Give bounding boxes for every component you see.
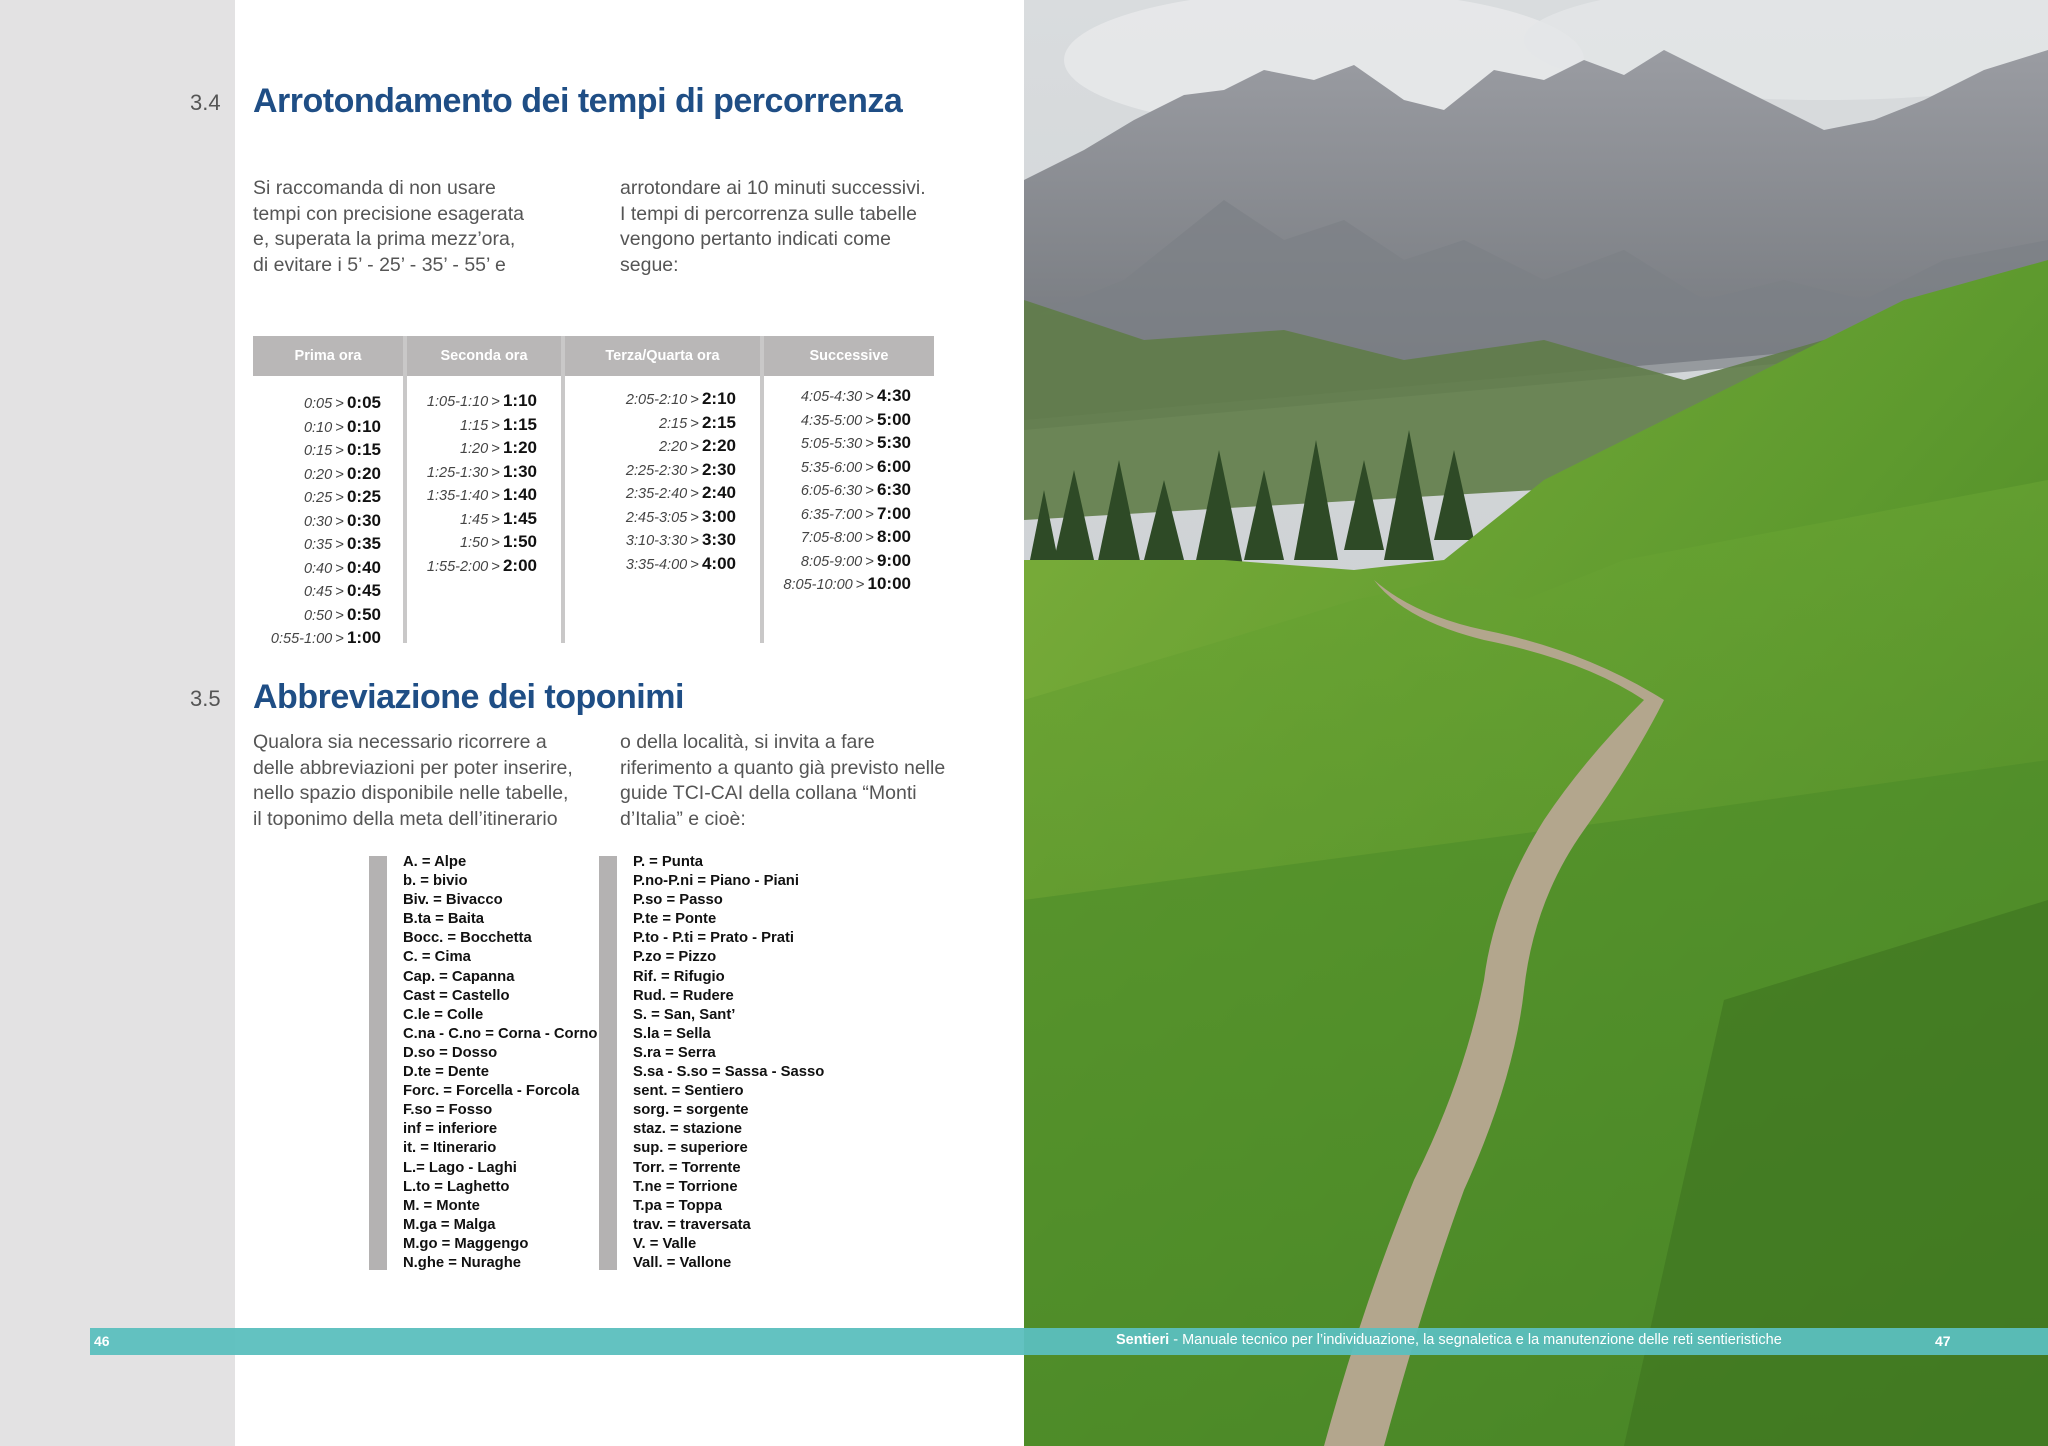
time-range: 0:55-1:00 [270, 631, 333, 647]
arrow-glyph: > [865, 482, 874, 499]
table-row [626, 481, 736, 506]
time-range: 0:30 [303, 513, 333, 530]
arrow-glyph: > [491, 393, 500, 410]
list-item: Rif. = Rifugio [633, 968, 725, 985]
time-range: 1:25-1:30 [426, 464, 489, 481]
list-item: S.ra = Serra [633, 1044, 716, 1061]
arrow-glyph: > [865, 435, 874, 452]
arrow-glyph: > [690, 391, 699, 408]
list-bar [369, 856, 387, 1270]
list-item: P.zo = Pizzo [633, 949, 717, 966]
arrow-glyph: > [335, 395, 344, 412]
time-range: 1:20 [459, 441, 489, 457]
arrow-glyph: > [690, 508, 699, 526]
paragraph-right: arrotondare ai 10 minuti successivi. I tempi di percorrenza sulle tabelle vengono pertanto indicati come segue: [620, 177, 926, 276]
table-row [427, 460, 537, 485]
table-row [460, 436, 537, 461]
table-header-seconda-ora: Seconda ora [407, 336, 561, 376]
rounded-time: 0:40 [346, 557, 381, 577]
table-row [783, 572, 911, 597]
rounded-time: 3:00 [701, 506, 736, 526]
list-item: sorg. = sorgente [633, 1102, 749, 1119]
rounded-time: 1:10 [502, 391, 537, 410]
arrow-glyph: > [690, 485, 699, 502]
list-item: Torr. = Torrente [633, 1159, 741, 1176]
table-header-successive: Successive [764, 336, 934, 376]
list-item: V. = Valle [633, 1235, 697, 1252]
list-item: C.na - C.no = Corna - Corno [403, 1025, 598, 1042]
footer-title-rest: - Manuale tecnico per l’individuazione, la segnaletica e la manutenzione delle reti sentieristiche [1169, 1332, 1782, 1348]
mountain-landscape-photo [1024, 0, 2048, 1446]
table-header-terza-quarta-ora: Terza/Quarta ora [565, 336, 760, 376]
time-range: 8:05-10:00 [783, 577, 853, 593]
time-range: 0:45 [303, 584, 333, 600]
time-range: 1:45 [459, 511, 489, 528]
rounded-time: 0:10 [346, 416, 381, 436]
table-row [801, 408, 911, 433]
time-range: 3:35-4:00 [625, 556, 688, 573]
time-range: 1:50 [459, 535, 489, 551]
list-item: Forc. = Forcella - Forcola [403, 1083, 580, 1100]
abbreviation-list-left [403, 853, 597, 1273]
arrow-glyph: > [491, 416, 500, 434]
rounded-time: 2:15 [701, 412, 736, 432]
arrow-glyph: > [690, 438, 699, 455]
arrow-glyph: > [865, 529, 874, 546]
table-row [626, 552, 736, 577]
arrow-glyph: > [491, 557, 500, 575]
table-row [801, 502, 911, 527]
rounded-time: 10:00 [867, 574, 911, 593]
list-item: Vall. = Vallone [633, 1254, 732, 1271]
arrow-glyph: > [865, 505, 874, 523]
rounded-time: 1:50 [502, 532, 537, 551]
table-row [801, 525, 911, 550]
time-range: 0:10 [303, 419, 333, 436]
table-row [304, 415, 381, 440]
list-item: S.sa - S.so = Sassa - Sasso [633, 1064, 825, 1081]
table-row [304, 509, 381, 534]
table-divider [561, 336, 565, 643]
table-row [304, 485, 381, 510]
table-row [659, 434, 736, 459]
time-range: 3:10-3:30 [625, 533, 688, 549]
list-item: Rud. = Rudere [633, 987, 734, 1004]
rounded-time: 1:30 [502, 461, 537, 481]
rounded-time: 2:20 [701, 436, 736, 455]
list-item: D.te = Dente [403, 1064, 489, 1081]
rounded-time: 2:30 [701, 459, 736, 479]
list-item: it. = Itinerario [403, 1140, 497, 1157]
rounded-time: 1:00 [346, 628, 381, 647]
table-row [460, 507, 537, 532]
section-number: 3.4 [190, 90, 221, 115]
rounded-time: 1:20 [502, 438, 537, 457]
list-item: sent. = Sentiero [633, 1083, 744, 1100]
table-row [801, 431, 911, 456]
time-range: 0:20 [303, 466, 333, 483]
paragraph-left: Qualora sia necessario ricorrere a delle abbreviazioni per poter inserire, nello spazio disponibile nelle tabelle, il toponimo della meta dell’itinerario [253, 731, 573, 830]
list-item: sup. = superiore [633, 1140, 748, 1157]
arrow-glyph: > [491, 463, 500, 481]
list-item: trav. = traversata [633, 1216, 751, 1233]
arrow-glyph: > [335, 559, 344, 577]
time-range: 0:15 [303, 443, 333, 459]
table-row [626, 458, 736, 483]
table-row [460, 530, 537, 555]
rounded-time: 3:30 [701, 530, 736, 549]
list-item: Cast = Castello [403, 987, 510, 1004]
list-item: staz. = stazione [633, 1121, 742, 1138]
list-item: M.go = Maggengo [403, 1235, 529, 1252]
rounded-time: 0:05 [346, 393, 381, 412]
rounded-time: 0:25 [346, 487, 381, 506]
time-range: 4:35-5:00 [800, 412, 863, 429]
rounded-time: 4:30 [876, 386, 911, 405]
list-item: C. = Cima [403, 949, 471, 966]
rounded-time: 1:15 [502, 414, 537, 434]
table-row [659, 411, 736, 436]
list-item: Cap. = Capanna [403, 968, 515, 985]
table-row [427, 554, 537, 579]
table-row [427, 483, 537, 508]
time-range: 1:35-1:40 [426, 488, 489, 504]
time-range: 5:35-6:00 [800, 459, 863, 476]
list-item: T.pa = Toppa [633, 1197, 722, 1214]
time-range: 2:05-2:10 [625, 392, 688, 408]
arrow-glyph: > [335, 630, 344, 647]
rounded-time: 7:00 [876, 503, 911, 523]
footer-title-bold: Sentieri [1116, 1332, 1170, 1348]
arrow-glyph: > [335, 536, 344, 553]
rounded-time: 0:50 [346, 604, 381, 624]
time-range: 2:45-3:05 [625, 509, 688, 526]
list-item: L.= Lago - Laghi [403, 1159, 517, 1176]
time-range: 8:05-9:00 [800, 553, 863, 570]
table-row [626, 528, 736, 553]
rounded-time: 5:00 [876, 409, 911, 429]
table-row [801, 455, 911, 480]
section-title: Abbreviazione dei toponimi [253, 678, 684, 716]
arrow-glyph: > [335, 442, 344, 459]
time-range: 2:20 [658, 439, 688, 455]
table-row [304, 579, 381, 604]
table-row [304, 532, 381, 557]
table-row [304, 391, 381, 416]
list-item: L.to = Laghetto [403, 1178, 510, 1195]
time-range: 4:05-4:30 [800, 389, 863, 405]
rounded-time: 1:45 [502, 508, 537, 528]
time-range: 2:25-2:30 [625, 462, 688, 479]
time-range: 0:35 [303, 537, 333, 553]
arrow-glyph: > [690, 461, 699, 479]
rounded-time: 2:10 [701, 389, 736, 408]
arrow-glyph: > [690, 555, 699, 573]
time-range: 1:05-1:10 [426, 394, 489, 410]
rounded-time: 2:40 [701, 483, 736, 502]
footer-title [1116, 1332, 1782, 1348]
page-margin [0, 0, 235, 1446]
arrow-glyph: > [491, 487, 500, 504]
arrow-glyph: > [335, 606, 344, 624]
time-range: 1:55-2:00 [426, 558, 489, 575]
table-row [304, 603, 381, 628]
table-divider [403, 336, 407, 643]
rounded-time: 0:45 [346, 581, 381, 600]
arrow-glyph: > [335, 418, 344, 436]
table-divider [760, 336, 764, 643]
arrow-glyph: > [690, 414, 699, 432]
list-item: P.no-P.ni = Piano - Piani [633, 873, 799, 890]
rounded-time: 6:00 [876, 456, 911, 476]
arrow-glyph: > [690, 532, 699, 549]
arrow-glyph: > [865, 458, 874, 476]
arrow-glyph: > [335, 583, 344, 600]
table-row [304, 556, 381, 581]
table-row [626, 387, 736, 412]
list-item: T.ne = Torrione [633, 1178, 738, 1195]
rounded-time: 0:35 [346, 534, 381, 553]
list-item: Biv. = Bivacco [403, 892, 503, 909]
rounded-time: 6:30 [876, 480, 911, 499]
time-range: 2:15 [658, 415, 688, 432]
table-row [801, 549, 911, 574]
table-header-prima-ora: Prima ora [253, 336, 403, 376]
list-item: inf = inferiore [403, 1121, 498, 1138]
table-row [304, 462, 381, 487]
time-range: 1:15 [459, 417, 489, 434]
list-item: A. = Alpe [403, 854, 467, 870]
section-number: 3.5 [190, 686, 221, 711]
paragraph-left: Si raccomanda di non usare tempi con precisione esagerata e, superata la prima mezz’ora, di evitare i 5’ - 25’ - 35’ - 55’ e [253, 177, 524, 276]
table-row [427, 389, 537, 414]
time-range: 0:40 [303, 560, 333, 577]
rounded-time: 8:00 [876, 527, 911, 546]
rounded-time: 0:20 [346, 463, 381, 483]
list-item: S.la = Sella [633, 1025, 711, 1042]
table-row [460, 413, 537, 438]
list-item: P.so = Passo [633, 892, 723, 909]
list-item: P.to - P.ti = Prato - Prati [633, 930, 795, 947]
time-range: 6:05-6:30 [800, 483, 863, 499]
list-item: P. = Punta [633, 854, 704, 870]
rounded-time: 0:30 [346, 510, 381, 530]
arrow-glyph: > [865, 552, 874, 570]
list-item: S. = San, Sant’ [633, 1006, 736, 1023]
list-item: M.ga = Malga [403, 1216, 496, 1233]
arrow-glyph: > [335, 489, 344, 506]
table-row [626, 505, 736, 530]
rounded-time: 1:40 [502, 485, 537, 504]
page-number-right: 47 [1935, 1333, 1951, 1349]
time-range: 2:35-2:40 [625, 486, 688, 502]
list-item: C.le = Colle [403, 1006, 484, 1023]
table-row [801, 478, 911, 503]
list-item: b. = bivio [403, 873, 468, 890]
arrow-glyph: > [335, 465, 344, 483]
arrow-glyph: > [491, 534, 500, 551]
table-row [271, 626, 381, 651]
arrow-glyph: > [335, 512, 344, 530]
time-range: 0:25 [303, 490, 333, 506]
arrow-glyph: > [855, 576, 865, 593]
time-range: 6:35-7:00 [800, 506, 863, 523]
time-range: 5:05-5:30 [800, 436, 863, 452]
list-item: F.so = Fosso [403, 1102, 493, 1119]
page-number-left: 46 [94, 1333, 110, 1349]
rounded-time: 4:00 [701, 553, 736, 573]
list-item: Bocc. = Bocchetta [403, 930, 532, 947]
arrow-glyph: > [865, 411, 874, 429]
list-item: N.ghe = Nuraghe [403, 1254, 521, 1271]
arrow-glyph: > [491, 440, 500, 457]
list-item: M. = Monte [403, 1197, 480, 1214]
table-row [304, 438, 381, 463]
arrow-glyph: > [491, 510, 500, 528]
arrow-glyph: > [865, 388, 874, 405]
table-row [801, 384, 911, 409]
rounded-time: 2:00 [502, 555, 537, 575]
rounded-time: 9:00 [876, 550, 911, 570]
time-range: 7:05-8:00 [800, 530, 863, 546]
paragraph-right: o della località, si invita a fare riferimento a quanto già previsto nelle guide TCI-CAI della collana “Monti d’Italia” e cioè: [620, 731, 946, 830]
list-item: B.ta = Baita [403, 911, 484, 928]
list-item: P.te = Ponte [633, 911, 717, 928]
rounded-time: 0:15 [346, 440, 381, 459]
section-title: Arrotondamento dei tempi di percorrenza [253, 82, 903, 120]
list-bar [599, 856, 617, 1270]
time-range: 0:50 [303, 607, 333, 624]
rounded-time: 5:30 [876, 433, 911, 452]
abbreviation-list-right [633, 853, 824, 1273]
time-range: 0:05 [303, 396, 333, 412]
list-item: D.so = Dosso [403, 1044, 498, 1061]
